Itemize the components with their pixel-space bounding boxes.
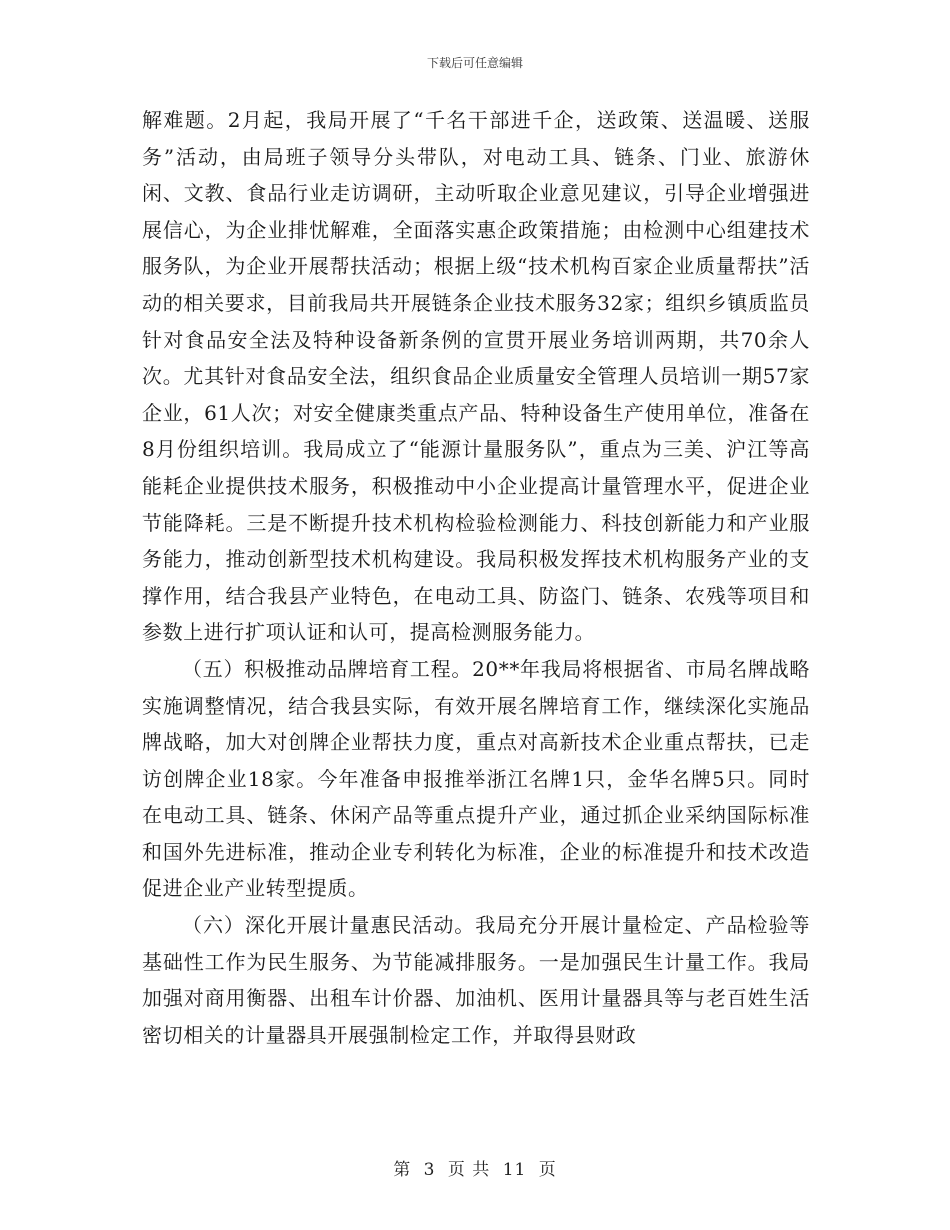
header-note: 下载后可任意编辑 bbox=[426, 56, 523, 70]
body-content bbox=[142, 102, 810, 1053]
footer-current-page: 3 bbox=[423, 1160, 436, 1180]
footer-prefix: 第 bbox=[393, 1160, 412, 1180]
paragraph-metrology-service: （六）深化开展计量惠民活动。我局充分开展计量检定、产品检验等基础性工作为民生服务、为节能减排服务。一是加强民生计量工作。我局加强对商用衡器、出租车计价器、加油机、医用计量器具等与老百姓生活密切相关的计量器具开展强制检定工作，并取得县财政 bbox=[142, 913, 810, 1047]
paragraph-brand-cultivation: （五）积极推动品牌培育工程。20**年我局将根据省、市局名牌战略实施调整情况，结合我县实际，有效开展名牌培育工作，继续深化实施品牌战略，加大对创牌企业帮扶力度，重点对高新技术企业重点帮扶，已走访创牌企业18家。今年准备申报推举浙江名牌1只，金华名牌5只。同时在电动工具、链条、休闲产品等重点提升产业，通过抓企业采纳国际标准和国外先进标准，推动企业专利转化为标准，企业的标准提升和技术改造促进企业产业转型提质。 bbox=[142, 656, 810, 901]
footer-middle: 页 共 bbox=[447, 1160, 491, 1180]
footer-suffix: 页 bbox=[538, 1160, 557, 1180]
paragraph-continued: 解难题。2月起，我局开展了“千名干部进千企，送政策、送温暖、送服务”活动，由局班子领导分头带队，对电动工具、链条、门业、旅游休闲、文教、食品行业走访调研，主动听取企业意见建议，引导企业增强进展信心，为企业排忧解难，全面落实惠企政策措施；由检测中心组建技术服务队，为企业开展帮扶活动；根据上级“技术机构百家企业质量帮扶”活动的相关要求，目前我局共开展链条企业技术服务32家；组织乡镇质监员针对食品安全法及特种设备新条例的宣贯开展业务培训两期，共70余人次。尤其针对食品安全法，组织食品企业质量安全管理人员培训一期57家企业，61人次；对安全健康类重点产品、特种设备生产使用单位，准备在8月份组织培训。我局成立了“能源计量服务队”，重点为三美、沪江等高能耗企业提供技术服务，积极推动中小企业提高计量管理水平，促进企业节能降耗。三是不断提升技术机构检验检测能力、科技创新能力和产业服务能力，推动创新型技术机构建设。我局积极发挥技术机构服务产业的支撑作用，结合我县产业特色，在电动工具、防盗门、链条、农残等项目和参数上进行扩项认证和认可，提高检测服务能力。 bbox=[142, 108, 810, 645]
footer-total-pages: 11 bbox=[502, 1160, 527, 1180]
page-footer bbox=[0, 1155, 950, 1180]
